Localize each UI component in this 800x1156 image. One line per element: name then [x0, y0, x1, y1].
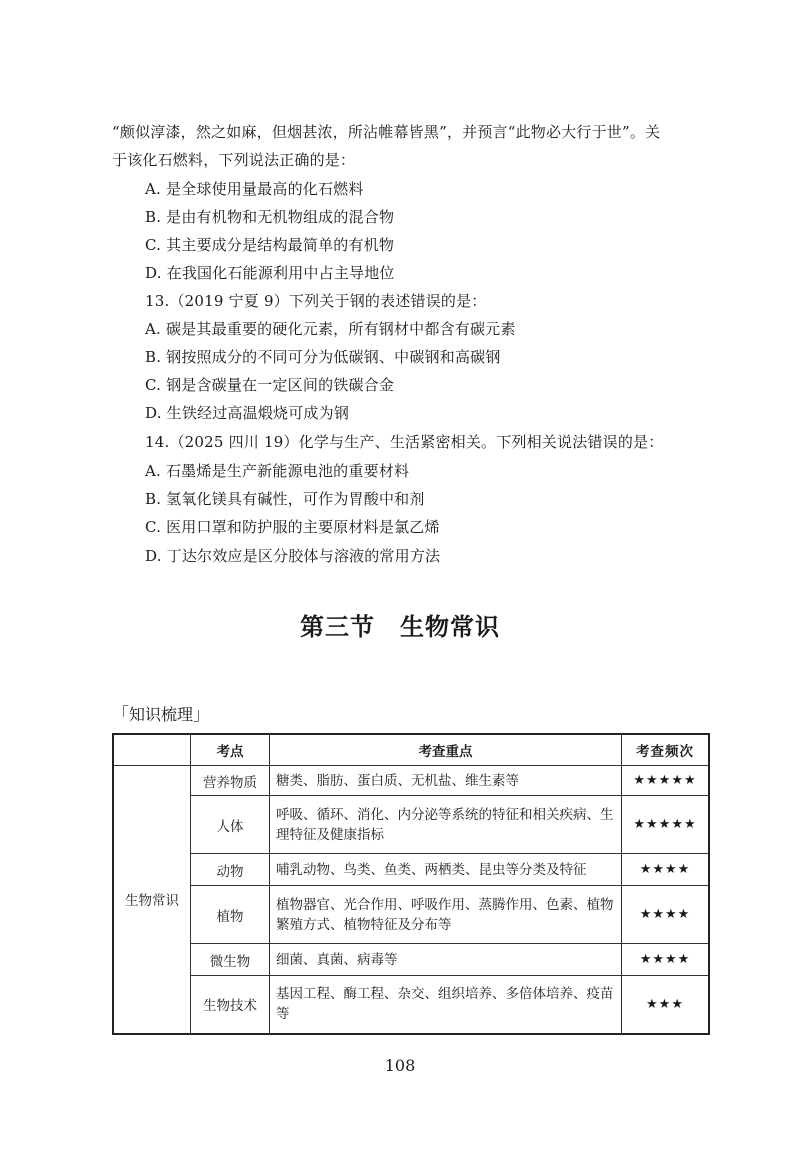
point-cell: 营养物质 — [191, 766, 270, 796]
table-row — [113, 796, 709, 854]
header-frequency: 考查频次 — [622, 734, 710, 766]
frequency-cell: ★★★★★ — [622, 796, 710, 854]
q12-option-a: A. 是全球使用量最高的化石燃料 — [145, 180, 364, 198]
intro-line-1: “颇似淳漆，然之如麻，但烟甚浓，所沾帷幕皆黑”，并预言“此物必大行于世”。关 — [112, 123, 661, 141]
category-cell: 生物常识 — [113, 766, 191, 1034]
table-row — [113, 886, 709, 944]
point-cell: 植物 — [191, 886, 270, 944]
focus-cell: 基因工程、酶工程、杂交、组织培养、多倍体培养、疫苗等 — [270, 976, 622, 1034]
table-row — [113, 854, 709, 886]
subheading — [112, 700, 210, 725]
focus-cell: 呼吸、循环、消化、内分泌等系统的特征和相关疾病、生理特征及健康指标 — [270, 796, 622, 854]
page-number: 108 — [384, 1056, 416, 1075]
header-focus: 考查重点 — [270, 734, 622, 766]
knowledge-table — [112, 733, 710, 1035]
header-point: 考点 — [191, 734, 270, 766]
frequency-cell: ★★★ — [622, 976, 710, 1034]
q13-stem: 13.（2019 宁夏 9）下列关于钢的表述错误的是： — [145, 292, 487, 310]
subheading-text: 知识梳理 — [129, 705, 194, 724]
frequency-cell: ★★★★ — [622, 886, 710, 944]
focus-cell: 细菌、真菌、病毒等 — [270, 944, 622, 976]
table-row — [113, 944, 709, 976]
q12-option-b: B. 是由有机物和无机物组成的混合物 — [145, 208, 395, 226]
point-cell: 动物 — [191, 854, 270, 886]
q14-option-d: D. 丁达尔效应是区分胶体与溶液的常用方法 — [145, 547, 441, 565]
q13-option-b: B. 钢按照成分的不同可分为低碳钢、中碳钢和高碳钢 — [145, 348, 501, 366]
frequency-cell: ★★★★★ — [622, 766, 710, 796]
table-row — [113, 976, 709, 1034]
q12-option-c: C. 其主要成分是结构最简单的有机物 — [145, 236, 395, 254]
header-empty — [113, 734, 191, 766]
point-cell: 人体 — [191, 796, 270, 854]
q12-option-d: D. 在我国化石能源利用中占主导地位 — [145, 264, 395, 282]
q13-option-a: A. 碳是其最重要的硬化元素，所有钢材中都含有碳元素 — [145, 320, 516, 338]
focus-cell: 植物器官、光合作用、呼吸作用、蒸腾作用、色素、植物繁殖方式、植物特征及分布等 — [270, 886, 622, 944]
q14-option-b: B. 氢氧化镁具有碱性，可作为胃酸中和剂 — [145, 490, 425, 508]
q13-option-c: C. 钢是含碳量在一定区间的铁碳合金 — [145, 376, 395, 394]
subheading-open-bracket: 「 — [112, 705, 129, 725]
table-row — [113, 766, 709, 796]
q14-stem: 14.（2025 四川 19）化学与生产、生活紧密相关。下列相关说法错误的是： — [145, 433, 664, 451]
focus-cell: 糖类、脂肪、蛋白质、无机盐、维生素等 — [270, 766, 622, 796]
point-cell: 微生物 — [191, 944, 270, 976]
section-title: 第三节 生物常识 — [300, 613, 500, 641]
q13-option-d: D. 生铁经过高温煅烧可成为钢 — [145, 404, 350, 422]
q14-option-a: A. 石墨烯是生产新能源电池的重要材料 — [145, 462, 410, 480]
point-cell: 生物技术 — [191, 976, 270, 1034]
subheading-close-bracket: 」 — [193, 705, 211, 725]
q14-option-c: C. 医用口罩和防护服的主要原材料是氯乙烯 — [145, 518, 440, 536]
frequency-cell: ★★★★ — [622, 854, 710, 886]
intro-line-2: 于该化石燃料，下列说法正确的是： — [112, 151, 356, 169]
frequency-cell: ★★★★ — [622, 944, 710, 976]
focus-cell: 哺乳动物、鸟类、鱼类、两栖类、昆虫等分类及特征 — [270, 854, 622, 886]
table-header-row — [113, 734, 709, 766]
